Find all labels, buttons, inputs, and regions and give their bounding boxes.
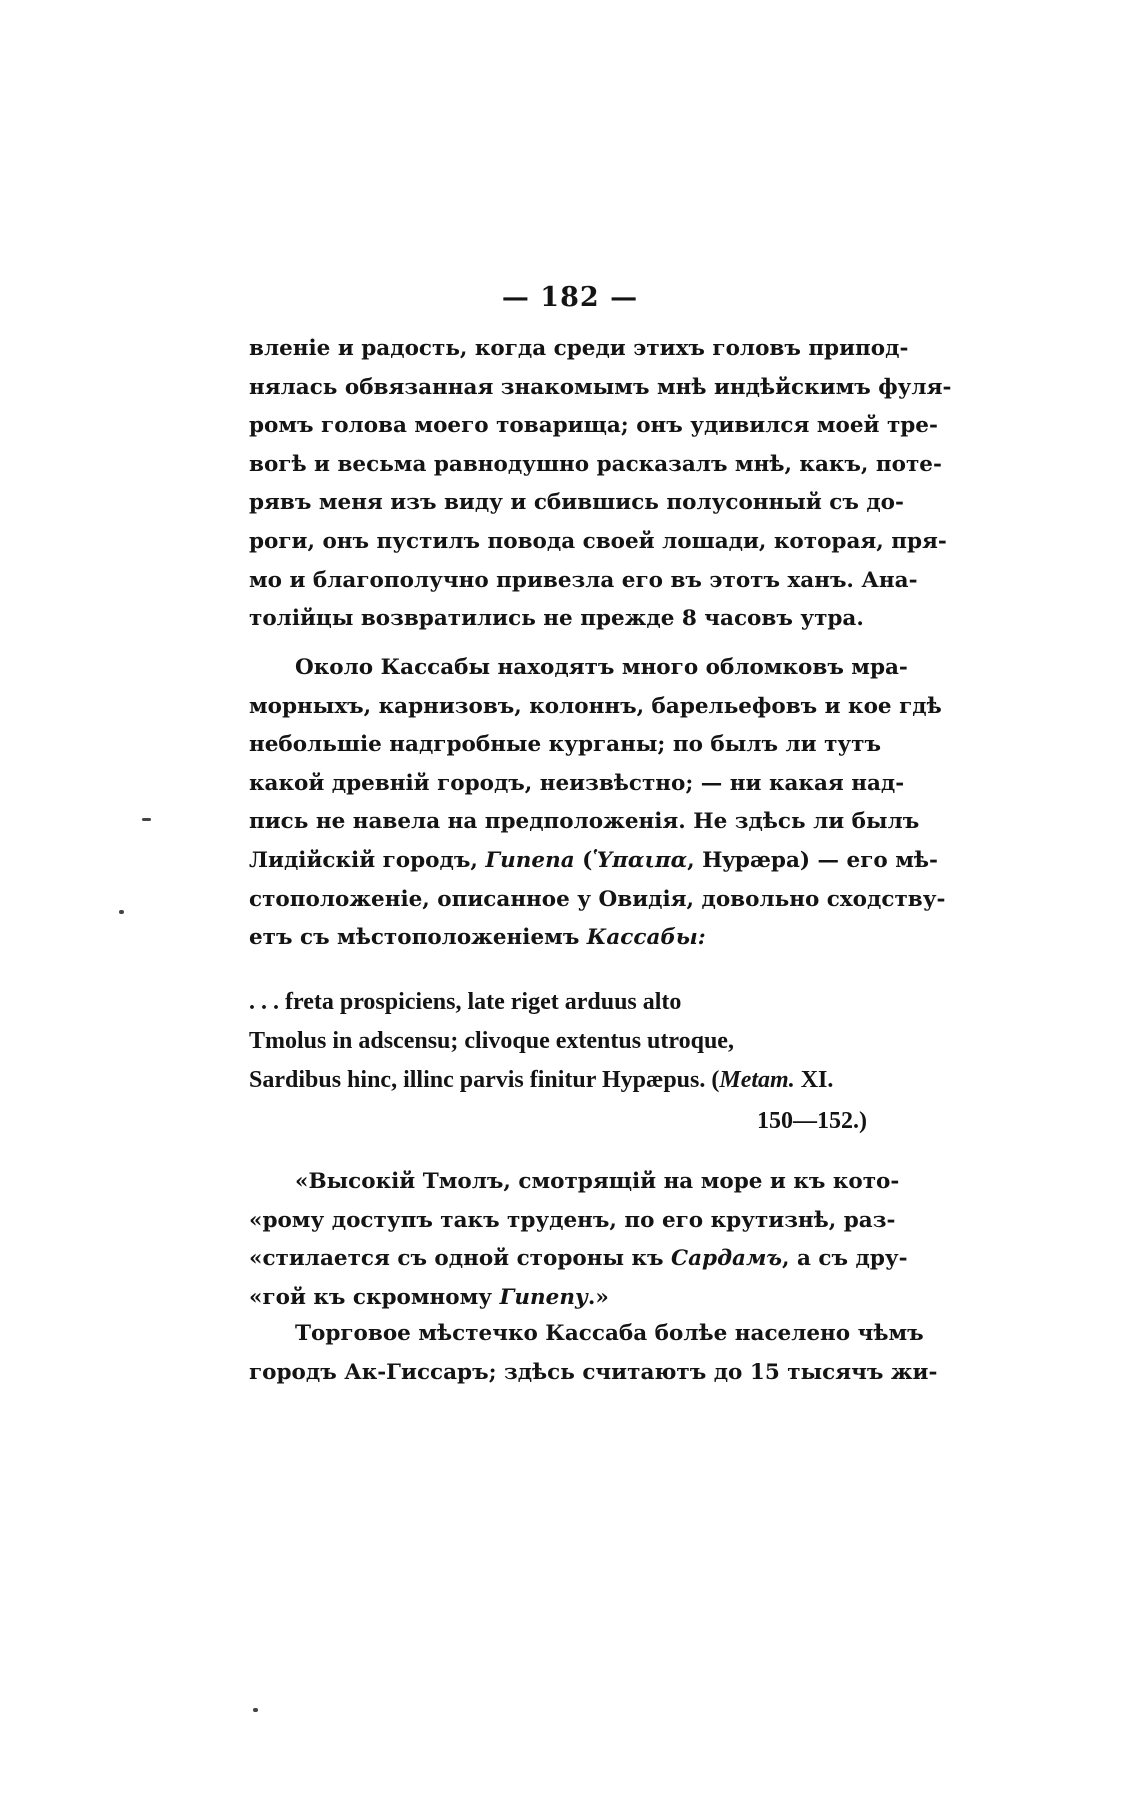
text-line: [249, 1279, 881, 1318]
text-line: «Высокій Тмолъ, смотрящій на море и къ кото-: [295, 1169, 900, 1194]
text-segment: етъ съ мѣстоположеніемъ: [249, 925, 587, 951]
scan-speck: [253, 1708, 258, 1712]
text-line: рявъ меня изъ виду и сбившись полусонный съ до-: [249, 490, 904, 516]
text-line: какой древній городъ, неизвѣстно; — ни какая над-: [249, 770, 905, 796]
verse-line: Tmolus in adscensu; clivoque extentus utroque,: [249, 1028, 734, 1054]
text-segment: «гой къ скромному: [249, 1284, 500, 1310]
latin-verse: [249, 983, 889, 1141]
scan-speck: [142, 818, 151, 821]
text-line: мо и благополучно привезла его въ этотъ ханъ. Ана-: [249, 567, 918, 593]
text-segment: , Hypæpa) — его мѣ-: [687, 847, 938, 873]
paragraph-2: [249, 649, 946, 958]
paragraph-4: [249, 1315, 938, 1392]
citation-title: Metam.: [719, 1067, 795, 1093]
text-line: Торговое мѣстечко Кассаба болѣе населено чѣмъ: [295, 1321, 924, 1346]
verse-reference: 150—152.): [757, 1108, 867, 1134]
text-line: «рому доступъ такъ труденъ, по его крутизнѣ, раз-: [249, 1207, 896, 1233]
text-line: [249, 1240, 908, 1279]
italic-name: Сардамъ: [671, 1246, 783, 1272]
text-line: [249, 919, 881, 958]
text-line: [249, 842, 938, 881]
italic-name: Кассабы:: [586, 925, 706, 951]
text-segment: «стилается съ одной стороны къ: [249, 1246, 672, 1272]
text-line: вогѣ и весьма равнодушно расказалъ мнѣ, какъ, поте-: [249, 451, 942, 477]
text-line: ромъ голова моего товарища; онъ удивился моей тре-: [249, 413, 938, 439]
text-line: нялась обвязанная знакомымъ мнѣ индѣйскимъ фуля-: [249, 374, 952, 400]
greek-name: Ὑπαιπα: [592, 847, 688, 873]
text-line: вленіе и радость, когда среди этихъ головъ припод-: [249, 336, 909, 361]
verse-line: . . . freta prospiciens, late riget arduus alto: [249, 989, 682, 1015]
text-segment: .»: [587, 1284, 609, 1310]
text-line: роги, онъ пустилъ повода своей лошади, которая, пря-: [249, 528, 947, 554]
paragraph-1: [249, 330, 952, 639]
page-number: — 182 —: [501, 282, 639, 313]
verse-line: [249, 1061, 889, 1100]
text-segment: , а съ дру-: [782, 1246, 908, 1272]
text-line: толійцы возвратились не прежде 8 часовъ утра.: [249, 606, 864, 632]
text-line: морныхъ, карнизовъ, колоннъ, барельефовъ и кое гдѣ: [249, 693, 942, 719]
text-line: городъ Ак-Гиссаръ; здѣсь считаютъ до 15 тысячъ жи-: [249, 1359, 938, 1385]
italic-name: Гипепу: [499, 1284, 588, 1310]
italic-name: Гипепа: [485, 847, 575, 873]
text-line: пись не навела на предположенія. Не здѣсь ли былъ: [249, 809, 920, 835]
text-segment: (: [574, 847, 593, 873]
verse-segment: XI.: [794, 1067, 834, 1093]
scan-speck: [119, 910, 124, 914]
text-segment: Лидійскій городъ,: [249, 847, 486, 873]
text-line: стоположеніе, описанное у Овидія, довольно сходству-: [249, 886, 946, 912]
text-line: Около Кассабы находятъ много обломковъ мра-: [295, 655, 908, 680]
verse-segment: Sardibus hinc, illinc parvis finitur Hypæpus. (: [249, 1067, 720, 1093]
text-line: небольшіе надгробные курганы; по былъ ли тутъ: [249, 732, 881, 758]
translation-quote: [249, 1163, 908, 1317]
